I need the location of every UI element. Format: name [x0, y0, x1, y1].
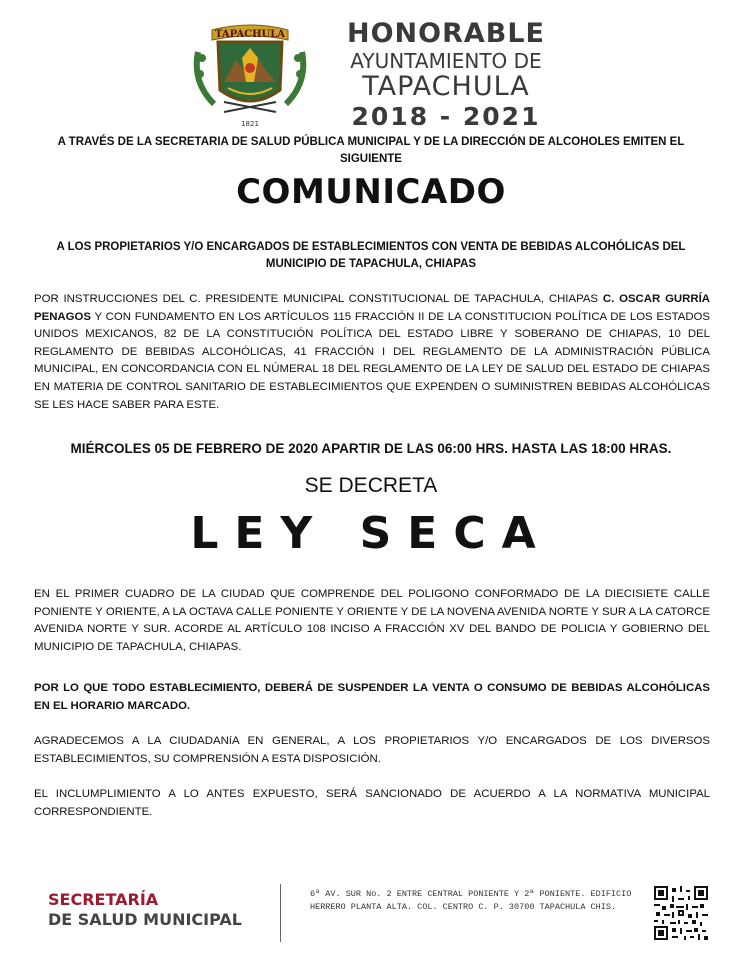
- area-paragraph: EN EL PRIMER CUADRO DE LA CIUDAD QUE COMPRENDE DEL POLIGONO CONFORMADO DE LA DIECISIETE CALLE PONIENTE Y ORIENTE, A LA OCTAVA CALLE PONIENTE Y ORIENTE Y DE LA NOVENA AVENIDA NORTE Y SUR A LA CATORCE AVENIDA NORTE Y SUR. ACORDE AL ARTÍCULO 108 INCISO A FRACCIÓN XV DEL BANDO DE POLICIA Y GOBIERNO DEL MUNICIPIO DE TAPACHULA, CHIAPAS.: [34, 588, 710, 653]
- seal-year: 1821: [241, 120, 259, 128]
- qr-code: [654, 886, 708, 940]
- office-address: [310, 888, 640, 914]
- ley-seca-heading: LEY SECA: [190, 508, 552, 559]
- footer-divider: [280, 884, 281, 942]
- issuer-statement: A TRAVÉS DE LA SECRETARIA DE SALUD PÚBLICA MUNICIPAL Y DE LA DIRECCIÓN DE ALCOHOLES EMITEN EL SIGUIENTE: [57, 136, 685, 165]
- legal-basis-intro: POR INSTRUCCIONES DEL C. PRESIDENTE MUNICIPAL CONSTITUCIONAL DE TAPACHULA, CHIAPAS: [34, 293, 603, 305]
- suspension-paragraph: POR LO QUE TODO ESTABLECIMIENTO, DEBERÁ DE SUSPENDER LA VENTA O CONSUMO DE BEBIDAS ALCOHÓLICAS EN EL HORARIO MARCADO.: [34, 682, 710, 712]
- seal-banner-text: TAPACHULA: [214, 29, 286, 40]
- org-line-ayuntamiento: AYUNTAMIENTO DE: [350, 49, 542, 73]
- thanks-paragraph: AGRADECEMOS A LA CIUDADANíA EN GENERAL, A LOS PROPIETARIOS Y/O ENCARGADOS DE LOS DIVERSOS ESTABLECIMIENTOS, SU COMPRENSIÓN A ESTA DISPOSICIÓN.: [34, 735, 710, 765]
- org-line-honorable: HONORABLE: [346, 18, 545, 49]
- president-name: C. OSCAR GURRÍA PENAGOS: [34, 293, 710, 323]
- effective-date: MIÉRCOLES 05 DE FEBRERO DE 2020 APARTIR DE LAS 06:00 HRS. HASTA LAS 18:00 HRAS.: [70, 441, 672, 456]
- qr-code-icon: [654, 886, 708, 940]
- address-line-2: HERRERO PLANTA ALTA. COL. CENTRO C. P. 30700 TAPACHULA CHIS.: [310, 902, 617, 912]
- addressee: A LOS PROPIETARIOS Y/O ENCARGADOS DE ESTABLECIMIENTOS CON VENTA DE BEBIDAS ALCOHÓLICAS DEL MUNICIPIO DE TAPACHULA, CHIAPAS: [56, 241, 686, 270]
- administration-period: 2018 - 2021: [351, 102, 541, 131]
- brand-line-salud: DE SALUD MUNICIPAL: [48, 910, 242, 929]
- document-title: COMUNICADO: [236, 172, 506, 212]
- sanction-paragraph: EL INCLUMPLIMIENTO A LO ANTES EXPUESTO, SERÁ SANCIONADO DE ACUERDO A LA NORMATIVA MUNICIPAL CORRESPONDIENTE.: [34, 788, 710, 818]
- legal-basis-body: Y CON FUNDAMENTO EN LOS ARTÍCULOS 115 FRACCIÓN II DE LA CONSTITUCION POLÍTICA DE LOS ESTADOS UNIDOS MEXICANOS, 82 DE LA CONSTITUCIÓN POLÍTICA DEL ESTADO LIBRE Y SOBERANO DE CHIAPAS, 10 DEL REGLAMENTO DE BEBIDAS ALCOHÓLICAS, 41 FRACCIÓN I DEL REGLAMENTO DE LA ADMINISTRACIÓN PÚBLICA MUNICIPAL, EN CONCORDANCIA CON EL NÚMERAL 18 DEL REGLAMENTO DE LA LEY DE SALUD DEL ESTADO DE CHIAPAS EN MATERIA DE CONTROL SANITARIO DE ESTABLECIMIENTOS QUE EXPENDEN O SUMINISTREN BEBIDAS ALCOHÓLICAS SE LES HACE SABER PARA ESTE.: [34, 310, 710, 411]
- municipal-coat-of-arms: [184, 12, 316, 130]
- org-line-tapachula: TAPACHULA: [362, 71, 530, 102]
- brand-line-secretaria: SECRETARÍA: [48, 890, 159, 909]
- secretaria-logo: [48, 890, 242, 930]
- letterhead: [0, 8, 742, 131]
- coat-of-arms-icon: [184, 12, 316, 130]
- decree-label: SE DECRETA: [304, 474, 438, 497]
- legal-basis-paragraph: [34, 291, 710, 414]
- address-line-1: 6ª AV. SUR No. 2 ENTRE CENTRAL PONIENTE Y 2ª PONIENTE. EDIFICIO: [310, 889, 632, 899]
- municipality-name: [326, 20, 566, 129]
